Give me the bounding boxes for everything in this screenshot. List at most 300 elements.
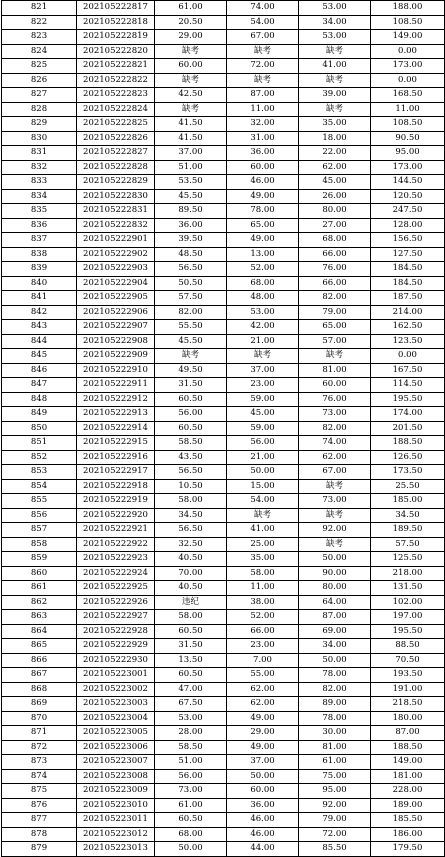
table-row [2, 175, 445, 190]
exam-id-cell: 202105223004 [77, 711, 155, 726]
seq-cell: 849 [2, 407, 77, 422]
table-row [2, 262, 445, 277]
total-score-cell: 173.00 [371, 59, 445, 74]
subject2-score-cell: 29.00 [227, 726, 299, 741]
subject2-score-cell: 36.00 [227, 146, 299, 161]
subject2-score-cell: 72.00 [227, 59, 299, 74]
total-score-cell: 197.00 [371, 610, 445, 625]
subject2-score-cell: 50.00 [227, 465, 299, 480]
total-score-cell: 34.50 [371, 508, 445, 523]
subject3-score-cell: 30.00 [299, 726, 371, 741]
subject1-score-cell: 57.50 [155, 291, 227, 306]
subject3-score-cell: 66.00 [299, 276, 371, 291]
total-score-cell: 188.00 [371, 1, 445, 16]
total-score-cell: 108.50 [371, 117, 445, 132]
exam-id-cell: 202105222924 [77, 566, 155, 581]
seq-cell: 865 [2, 639, 77, 654]
exam-id-cell: 202105222926 [77, 595, 155, 610]
subject3-score-cell: 73.00 [299, 494, 371, 509]
subject1-score-cell: 缺考 [155, 102, 227, 117]
subject3-score-cell: 41.00 [299, 59, 371, 74]
total-score-cell: 218.50 [371, 697, 445, 712]
total-score-cell: 247.50 [371, 204, 445, 219]
subject2-score-cell: 67.00 [227, 30, 299, 45]
exam-id-cell: 202105222819 [77, 30, 155, 45]
subject3-score-cell: 95.00 [299, 784, 371, 799]
subject1-score-cell: 49.50 [155, 363, 227, 378]
subject3-score-cell: 66.00 [299, 247, 371, 262]
seq-cell: 872 [2, 740, 77, 755]
subject1-score-cell: 39.50 [155, 233, 227, 248]
table-row [2, 494, 445, 509]
exam-id-cell: 202105222828 [77, 160, 155, 175]
exam-id-cell: 202105222919 [77, 494, 155, 509]
subject3-score-cell: 53.00 [299, 30, 371, 45]
total-score-cell: 191.00 [371, 682, 445, 697]
subject2-score-cell: 54.00 [227, 15, 299, 30]
exam-id-cell: 202105222825 [77, 117, 155, 132]
subject1-score-cell: 82.00 [155, 305, 227, 320]
subject3-score-cell: 69.00 [299, 624, 371, 639]
subject1-score-cell: 42.50 [155, 88, 227, 103]
table-row [2, 421, 445, 436]
table-row [2, 523, 445, 538]
table-row [2, 726, 445, 741]
total-score-cell: 0.00 [371, 44, 445, 59]
table-row [2, 755, 445, 770]
subject3-score-cell: 18.00 [299, 131, 371, 146]
exam-id-cell: 202105222914 [77, 421, 155, 436]
exam-id-cell: 202105222906 [77, 305, 155, 320]
table-row [2, 508, 445, 523]
total-score-cell: 180.00 [371, 711, 445, 726]
subject2-score-cell: 49.00 [227, 740, 299, 755]
subject3-score-cell: 缺考 [299, 537, 371, 552]
exam-id-cell: 202105222905 [77, 291, 155, 306]
table-row [2, 392, 445, 407]
total-score-cell: 120.50 [371, 189, 445, 204]
total-score-cell: 127.50 [371, 247, 445, 262]
exam-id-cell: 202105222907 [77, 320, 155, 335]
exam-id-cell: 202105223011 [77, 813, 155, 828]
subject3-score-cell: 60.00 [299, 378, 371, 393]
subject3-score-cell: 82.00 [299, 421, 371, 436]
exam-id-cell: 202105222822 [77, 73, 155, 88]
subject2-score-cell: 49.00 [227, 233, 299, 248]
seq-cell: 823 [2, 30, 77, 45]
seq-cell: 827 [2, 88, 77, 103]
seq-cell: 831 [2, 146, 77, 161]
subject1-score-cell: 29.00 [155, 30, 227, 45]
total-score-cell: 195.50 [371, 392, 445, 407]
seq-cell: 875 [2, 784, 77, 799]
subject1-score-cell: 40.50 [155, 581, 227, 596]
table-row [2, 653, 445, 668]
seq-cell: 833 [2, 175, 77, 190]
subject3-score-cell: 39.00 [299, 88, 371, 103]
subject2-score-cell: 65.00 [227, 218, 299, 233]
subject2-score-cell: 缺考 [227, 508, 299, 523]
table-row [2, 610, 445, 625]
subject2-score-cell: 46.00 [227, 827, 299, 842]
subject3-score-cell: 62.00 [299, 160, 371, 175]
subject2-score-cell: 55.00 [227, 668, 299, 683]
table-row [2, 827, 445, 842]
exam-id-cell: 202105222911 [77, 378, 155, 393]
subject3-score-cell: 89.00 [299, 697, 371, 712]
total-score-cell: 144.50 [371, 175, 445, 190]
exam-id-cell: 202105222826 [77, 131, 155, 146]
subject3-score-cell: 74.00 [299, 436, 371, 451]
exam-id-cell: 202105222928 [77, 624, 155, 639]
total-score-cell: 193.50 [371, 668, 445, 683]
subject1-score-cell: 缺考 [155, 73, 227, 88]
exam-id-cell: 202105223003 [77, 697, 155, 712]
exam-id-cell: 202105222827 [77, 146, 155, 161]
subject2-score-cell: 38.00 [227, 595, 299, 610]
seq-cell: 843 [2, 320, 77, 335]
table-row [2, 1, 445, 16]
total-score-cell: 189.50 [371, 523, 445, 538]
total-score-cell: 90.50 [371, 131, 445, 146]
table-row [2, 102, 445, 117]
subject2-score-cell: 52.00 [227, 262, 299, 277]
subject2-score-cell: 46.00 [227, 813, 299, 828]
seq-cell: 867 [2, 668, 77, 683]
subject1-score-cell: 47.00 [155, 682, 227, 697]
exam-id-cell: 202105222913 [77, 407, 155, 422]
subject2-score-cell: 52.00 [227, 610, 299, 625]
subject1-score-cell: 60.50 [155, 421, 227, 436]
table-row [2, 697, 445, 712]
total-score-cell: 218.00 [371, 566, 445, 581]
subject2-score-cell: 49.00 [227, 189, 299, 204]
subject2-score-cell: 21.00 [227, 334, 299, 349]
subject3-score-cell: 72.00 [299, 827, 371, 842]
table-row [2, 15, 445, 30]
table-row [2, 798, 445, 813]
table-row [2, 88, 445, 103]
subject3-score-cell: 67.00 [299, 465, 371, 480]
subject3-score-cell: 81.00 [299, 740, 371, 755]
subject3-score-cell: 27.00 [299, 218, 371, 233]
subject2-score-cell: 46.00 [227, 175, 299, 190]
seq-cell: 832 [2, 160, 77, 175]
subject1-score-cell: 58.50 [155, 740, 227, 755]
subject1-score-cell: 41.50 [155, 117, 227, 132]
seq-cell: 857 [2, 523, 77, 538]
total-score-cell: 186.00 [371, 827, 445, 842]
table-row [2, 117, 445, 132]
subject1-score-cell: 68.00 [155, 827, 227, 842]
seq-cell: 859 [2, 552, 77, 567]
subject1-score-cell: 50.50 [155, 276, 227, 291]
subject2-score-cell: 74.00 [227, 1, 299, 16]
subject2-score-cell: 31.00 [227, 131, 299, 146]
subject1-score-cell: 56.50 [155, 465, 227, 480]
subject2-score-cell: 62.00 [227, 697, 299, 712]
table-row [2, 407, 445, 422]
exam-id-cell: 202105223006 [77, 740, 155, 755]
exam-id-cell: 202105222820 [77, 44, 155, 59]
total-score-cell: 114.50 [371, 378, 445, 393]
exam-id-cell: 202105222910 [77, 363, 155, 378]
table-row [2, 349, 445, 364]
seq-cell: 848 [2, 392, 77, 407]
subject1-score-cell: 45.50 [155, 189, 227, 204]
seq-cell: 822 [2, 15, 77, 30]
total-score-cell: 188.50 [371, 436, 445, 451]
subject3-score-cell: 缺考 [299, 508, 371, 523]
subject1-score-cell: 61.00 [155, 1, 227, 16]
total-score-cell: 185.00 [371, 494, 445, 509]
subject1-score-cell: 67.50 [155, 697, 227, 712]
subject2-score-cell: 7.00 [227, 653, 299, 668]
subject3-score-cell: 87.00 [299, 610, 371, 625]
subject3-score-cell: 45.00 [299, 175, 371, 190]
table-row [2, 479, 445, 494]
subject2-score-cell: 48.00 [227, 291, 299, 306]
subject2-score-cell: 44.00 [227, 842, 299, 857]
subject3-score-cell: 73.00 [299, 407, 371, 422]
subject1-score-cell: 53.50 [155, 175, 227, 190]
table-row [2, 537, 445, 552]
subject2-score-cell: 60.00 [227, 784, 299, 799]
subject2-score-cell: 41.00 [227, 523, 299, 538]
exam-id-cell: 202105223005 [77, 726, 155, 741]
exam-id-cell: 202105223002 [77, 682, 155, 697]
seq-cell: 851 [2, 436, 77, 451]
seq-cell: 856 [2, 508, 77, 523]
seq-cell: 825 [2, 59, 77, 74]
total-score-cell: 188.50 [371, 740, 445, 755]
exam-id-cell: 202105222821 [77, 59, 155, 74]
subject1-score-cell: 51.00 [155, 755, 227, 770]
subject2-score-cell: 23.00 [227, 639, 299, 654]
table-row [2, 784, 445, 799]
subject1-score-cell: 58.00 [155, 610, 227, 625]
seq-cell: 853 [2, 465, 77, 480]
total-score-cell: 187.50 [371, 291, 445, 306]
table-row [2, 189, 445, 204]
subject3-score-cell: 90.00 [299, 566, 371, 581]
subject3-score-cell: 64.00 [299, 595, 371, 610]
subject2-score-cell: 11.00 [227, 102, 299, 117]
exam-id-cell: 202105222908 [77, 334, 155, 349]
total-score-cell: 88.50 [371, 639, 445, 654]
subject3-score-cell: 78.00 [299, 668, 371, 683]
subject1-score-cell: 60.50 [155, 668, 227, 683]
total-score-cell: 173.00 [371, 160, 445, 175]
subject1-score-cell: 73.00 [155, 784, 227, 799]
subject2-score-cell: 缺考 [227, 349, 299, 364]
subject3-score-cell: 35.00 [299, 117, 371, 132]
subject1-score-cell: 56.00 [155, 769, 227, 784]
table-row [2, 595, 445, 610]
seq-cell: 840 [2, 276, 77, 291]
subject3-score-cell: 缺考 [299, 44, 371, 59]
seq-cell: 877 [2, 813, 77, 828]
table-row [2, 378, 445, 393]
subject1-score-cell: 53.00 [155, 711, 227, 726]
table-row [2, 624, 445, 639]
subject1-score-cell: 56.50 [155, 262, 227, 277]
seq-cell: 863 [2, 610, 77, 625]
subject2-score-cell: 缺考 [227, 73, 299, 88]
subject1-score-cell: 违纪 [155, 595, 227, 610]
exam-id-cell: 202105222923 [77, 552, 155, 567]
exam-id-cell: 202105222830 [77, 189, 155, 204]
exam-id-cell: 202105222817 [77, 1, 155, 16]
subject2-score-cell: 32.00 [227, 117, 299, 132]
subject1-score-cell: 31.50 [155, 378, 227, 393]
subject2-score-cell: 68.00 [227, 276, 299, 291]
total-score-cell: 25.50 [371, 479, 445, 494]
subject3-score-cell: 81.00 [299, 363, 371, 378]
subject2-score-cell: 15.00 [227, 479, 299, 494]
subject2-score-cell: 45.00 [227, 407, 299, 422]
seq-cell: 828 [2, 102, 77, 117]
exam-id-cell: 202105223008 [77, 769, 155, 784]
subject2-score-cell: 37.00 [227, 363, 299, 378]
subject3-score-cell: 65.00 [299, 320, 371, 335]
subject2-score-cell: 62.00 [227, 682, 299, 697]
exam-id-cell: 202105222902 [77, 247, 155, 262]
seq-cell: 850 [2, 421, 77, 436]
subject2-score-cell: 58.00 [227, 566, 299, 581]
table-row [2, 146, 445, 161]
seq-cell: 868 [2, 682, 77, 697]
exam-id-cell: 202105222904 [77, 276, 155, 291]
seq-cell: 879 [2, 842, 77, 857]
seq-cell: 821 [2, 1, 77, 16]
exam-id-cell: 202105222927 [77, 610, 155, 625]
subject3-score-cell: 76.00 [299, 262, 371, 277]
total-score-cell: 126.50 [371, 450, 445, 465]
total-score-cell: 184.50 [371, 276, 445, 291]
subject2-score-cell: 59.00 [227, 421, 299, 436]
seq-cell: 864 [2, 624, 77, 639]
table-row [2, 813, 445, 828]
subject1-score-cell: 50.00 [155, 842, 227, 857]
subject3-score-cell: 80.00 [299, 204, 371, 219]
table-row [2, 320, 445, 335]
subject3-score-cell: 26.00 [299, 189, 371, 204]
subject1-score-cell: 60.00 [155, 59, 227, 74]
subject3-score-cell: 85.50 [299, 842, 371, 857]
subject1-score-cell: 36.00 [155, 218, 227, 233]
seq-cell: 860 [2, 566, 77, 581]
seq-cell: 847 [2, 378, 77, 393]
subject1-score-cell: 58.00 [155, 494, 227, 509]
table-row [2, 740, 445, 755]
seq-cell: 869 [2, 697, 77, 712]
subject2-score-cell: 78.00 [227, 204, 299, 219]
seq-cell: 870 [2, 711, 77, 726]
exam-id-cell: 202105223013 [77, 842, 155, 857]
subject2-score-cell: 59.00 [227, 392, 299, 407]
seq-cell: 852 [2, 450, 77, 465]
subject1-score-cell: 58.50 [155, 436, 227, 451]
subject2-score-cell: 37.00 [227, 755, 299, 770]
exam-id-cell: 202105223012 [77, 827, 155, 842]
exam-id-cell: 202105222818 [77, 15, 155, 30]
exam-id-cell: 202105223007 [77, 755, 155, 770]
subject1-score-cell: 10.50 [155, 479, 227, 494]
total-score-cell: 189.00 [371, 798, 445, 813]
subject1-score-cell: 60.50 [155, 624, 227, 639]
subject3-score-cell: 缺考 [299, 102, 371, 117]
subject3-score-cell: 82.00 [299, 682, 371, 697]
subject2-score-cell: 49.00 [227, 711, 299, 726]
exam-id-cell: 202105222823 [77, 88, 155, 103]
total-score-cell: 179.50 [371, 842, 445, 857]
subject1-score-cell: 28.00 [155, 726, 227, 741]
total-score-cell: 131.50 [371, 581, 445, 596]
total-score-cell: 108.50 [371, 15, 445, 30]
table-row [2, 73, 445, 88]
subject3-score-cell: 78.00 [299, 711, 371, 726]
subject1-score-cell: 45.50 [155, 334, 227, 349]
table-row [2, 682, 445, 697]
subject1-score-cell: 89.50 [155, 204, 227, 219]
seq-cell: 842 [2, 305, 77, 320]
total-score-cell: 123.50 [371, 334, 445, 349]
seq-cell: 861 [2, 581, 77, 596]
subject3-score-cell: 50.00 [299, 653, 371, 668]
total-score-cell: 57.50 [371, 537, 445, 552]
subject2-score-cell: 53.00 [227, 305, 299, 320]
total-score-cell: 174.00 [371, 407, 445, 422]
table-row [2, 581, 445, 596]
seq-cell: 876 [2, 798, 77, 813]
score-table-body [2, 1, 445, 857]
table-row [2, 363, 445, 378]
subject2-score-cell: 35.00 [227, 552, 299, 567]
subject3-score-cell: 34.00 [299, 15, 371, 30]
table-row [2, 668, 445, 683]
exam-id-cell: 202105222915 [77, 436, 155, 451]
seq-cell: 854 [2, 479, 77, 494]
subject3-score-cell: 61.00 [299, 755, 371, 770]
exam-id-cell: 202105222832 [77, 218, 155, 233]
exam-id-cell: 202105222829 [77, 175, 155, 190]
seq-cell: 824 [2, 44, 77, 59]
total-score-cell: 228.00 [371, 784, 445, 799]
subject1-score-cell: 60.50 [155, 392, 227, 407]
exam-id-cell: 202105222831 [77, 204, 155, 219]
subject2-score-cell: 50.00 [227, 769, 299, 784]
table-row [2, 218, 445, 233]
table-row [2, 291, 445, 306]
seq-cell: 829 [2, 117, 77, 132]
table-row [2, 450, 445, 465]
subject2-score-cell: 缺考 [227, 44, 299, 59]
total-score-cell: 128.00 [371, 218, 445, 233]
total-score-cell: 167.50 [371, 363, 445, 378]
seq-cell: 873 [2, 755, 77, 770]
seq-cell: 839 [2, 262, 77, 277]
subject3-score-cell: 80.00 [299, 581, 371, 596]
exam-id-cell: 202105222922 [77, 537, 155, 552]
total-score-cell: 181.00 [371, 769, 445, 784]
subject3-score-cell: 缺考 [299, 73, 371, 88]
total-score-cell: 95.00 [371, 146, 445, 161]
table-row [2, 639, 445, 654]
subject1-score-cell: 31.50 [155, 639, 227, 654]
total-score-cell: 156.50 [371, 233, 445, 248]
subject2-score-cell: 13.00 [227, 247, 299, 262]
